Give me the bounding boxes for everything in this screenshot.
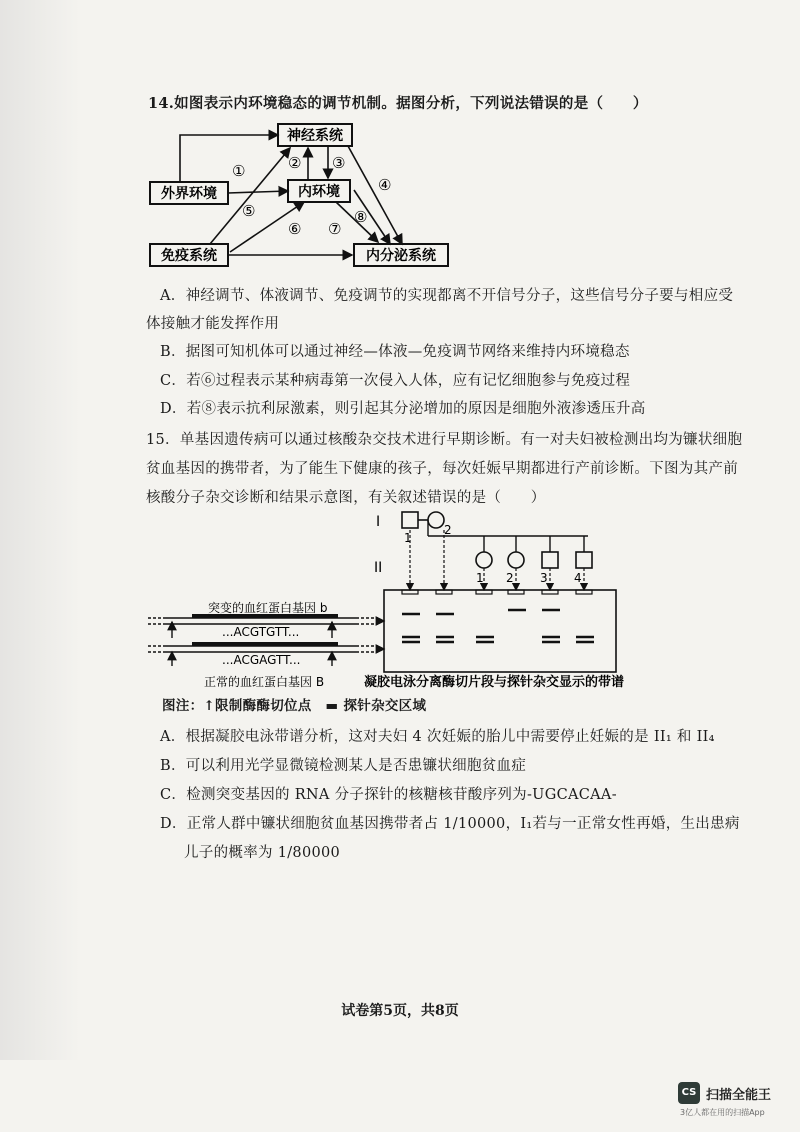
- label-nervous: 神经系统: [287, 128, 343, 144]
- label-endocrine: 内分泌系统: [366, 248, 436, 264]
- edge-external-internal: [228, 191, 288, 193]
- parent-1-num: 1: [404, 531, 412, 545]
- q14-option-a-line1: A．神经调节、体液调节、免疫调节的实现都离不开信号分子，这些信号分子要与相应受: [160, 288, 734, 304]
- q15-option-c: C．检测突变基因的 RNA 分子探针的核糖核苷酸序列为-UGCACAA-: [160, 787, 617, 803]
- edge-external-nervous: [180, 135, 278, 182]
- q14-title: 14.如图表示内环境稳态的调节机制。据图分析，下列说法错误的是（ ）: [148, 95, 648, 112]
- q15-stem-line2: 贫血基因的携带者，为了能生下健康的孩子，每次妊娠早期都进行产前诊断。下图为其产前: [146, 461, 738, 477]
- q15-stem-line3: 核酸分子杂交诊断和结果示意图，有关叙述错误的是（ ）: [146, 490, 546, 506]
- q14-option-a-line2: 体接触才能发挥作用: [146, 316, 280, 332]
- label-external: 外界环境: [161, 186, 217, 202]
- mutant-gene-label: 突变的血红蛋白基因 b: [208, 601, 328, 615]
- num-7: ⑦: [328, 220, 342, 238]
- q14-diagram: [140, 118, 470, 270]
- child-3: [542, 552, 558, 568]
- q15-option-a: A．根据凝胶电泳带谱分析，这对夫妇 4 次妊娠的胎儿中需要停止妊娠的是 II₁ 和 II₄: [160, 729, 715, 745]
- child-4: [576, 552, 592, 568]
- parent-1-male: [402, 512, 418, 528]
- edge-4: [348, 146, 402, 244]
- label-immune: 免疫系统: [161, 248, 217, 264]
- q15-legend: 图注：↑限制酶酶切位点 ▬ 探针杂交区域: [162, 698, 427, 714]
- q14-option-c: C．若⑥过程表示某种病毒第一次侵入人体，应有记忆细胞参与免疫过程: [160, 373, 631, 389]
- num-1: ①: [232, 162, 246, 180]
- q15-option-b: B．可以利用光学显微镜检测某人是否患镰状细胞贫血症: [160, 758, 527, 774]
- gel-bands: [402, 610, 594, 642]
- label-internal: 内环境: [298, 184, 340, 200]
- mutant-gene: [148, 616, 378, 624]
- child-3-num: 3: [540, 571, 548, 585]
- num-8: ⑧: [354, 208, 368, 226]
- q15-option-d-line2: 儿子的概率为 1/80000: [184, 845, 341, 861]
- child-1-num: 1: [476, 571, 484, 585]
- q15-option-d-line1: D．正常人群中镰状细胞贫血基因携带者占 1/10000，I₁若与一正常女性再婚，生出患病: [160, 816, 740, 832]
- child-1: [476, 552, 492, 568]
- scanner-watermark: [678, 1082, 788, 1122]
- child-2-num: 2: [506, 571, 514, 585]
- child-2: [508, 552, 524, 568]
- child-4-num: 4: [574, 571, 582, 585]
- parent-2-num: 2: [444, 523, 452, 537]
- scanner-app-name: 扫描全能王: [706, 1088, 772, 1103]
- num-3: ③: [332, 154, 346, 172]
- gen-2-label: II: [374, 560, 383, 576]
- gen-1-label: I: [376, 514, 381, 530]
- q15-figure: [148, 506, 628, 706]
- normal-gene-label: 正常的血红蛋白基因 B: [204, 675, 325, 689]
- parent-2-female: [428, 512, 444, 528]
- q14-option-b: B．据图可知机体可以通过神经—体液—免疫调节网络来维持内环境稳态: [160, 344, 630, 360]
- gel-caption: 凝胶电泳分离酶切片段与探针杂交显示的带谱: [364, 675, 625, 690]
- q15-stem-line1: 15．单基因遗传病可以通过核酸杂交技术进行早期诊断。有一对夫妇被检测出均为镰状细胞: [146, 432, 743, 448]
- scanner-logo-icon: CS: [678, 1082, 700, 1104]
- num-5: ⑤: [242, 202, 256, 220]
- mutant-seq: ...ACGTGTT...: [222, 625, 300, 639]
- page-footer: 试卷第5页，共8页: [341, 1003, 459, 1019]
- scanner-tagline: 3亿人都在用的扫描App: [680, 1108, 765, 1117]
- num-6: ⑥: [288, 220, 302, 238]
- normal-gene: [148, 644, 378, 652]
- scan-shadow: [0, 0, 80, 1060]
- gel-box: [384, 590, 616, 672]
- normal-seq: ...ACGAGTT...: [222, 653, 301, 667]
- q14-option-d: D．若⑧表示抗利尿激素，则引起其分泌增加的原因是细胞外液渗透压升高: [160, 401, 646, 417]
- num-2: ②: [288, 154, 302, 172]
- num-4: ④: [378, 176, 392, 194]
